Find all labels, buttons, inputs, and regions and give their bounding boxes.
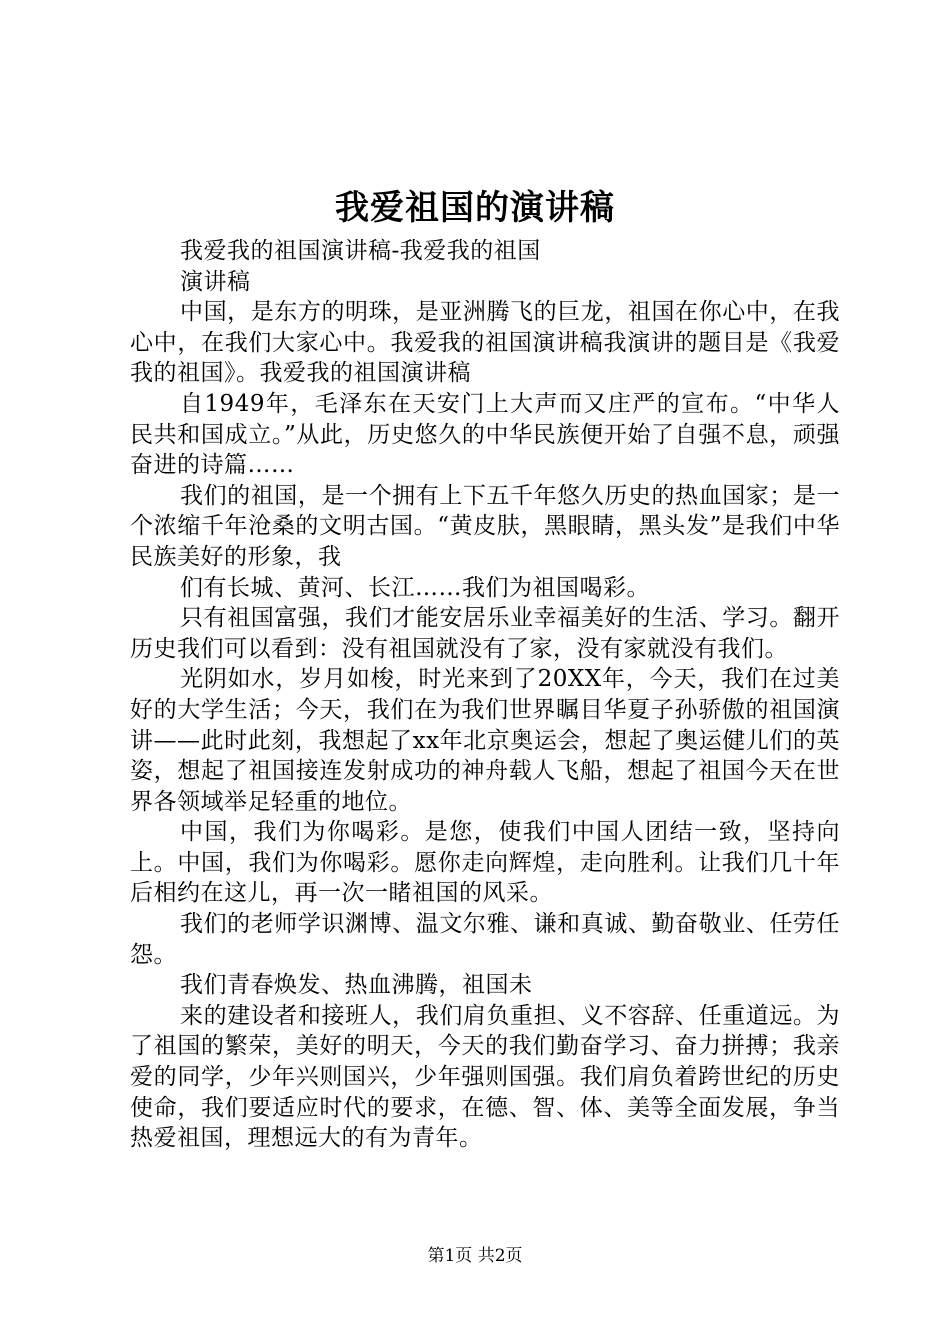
paragraph: 中国，我们为你喝彩。是您，使我们中国人团结一致，坚持向上。中国，我们为你喝彩。愿你走向辉煌，走向胜利。让我们几十年后相约在这儿，再一次一睹祖国的风采。 <box>130 819 840 907</box>
paragraph: 只有祖国富强，我们才能安居乐业幸福美好的生活、学习。翻开历史我们可以看到：没有祖国就没有了家，没有家就没有我们。 <box>130 605 840 662</box>
page-number-footer: 第1页 共2页 <box>427 1246 523 1266</box>
paragraph: 演讲稿 <box>180 268 251 295</box>
paragraph: 我爱我的祖国演讲稿-我爱我的祖国 <box>180 238 541 264</box>
paragraph: 光阴如水，岁月如梭，时光来到了20XX年，今天，我们在过美好的大学生活；今天，我们在为我们世界瞩目华夏子孙骄傲的祖国演讲——此时此刻，我想起了xx年北京奥运会，想起了奥运健儿们的英姿，想起了祖国接连发射成功的神舟载人飞船，想起了祖国今天在世界各领域举足轻重的地位。 <box>130 666 840 815</box>
paragraph: 自1949年，毛泽东在天安门上大声而又庄严的宣布。“中华人民共和国成立。”从此，历史悠久的中华民族便开始了自强不息，顽强奋进的诗篇…… <box>130 390 840 479</box>
paragraph: 我们青春焕发、热血沸腾，祖国未 <box>180 972 533 999</box>
paragraph: 们有长城、黄河、长江……我们为祖国喝彩。 <box>180 574 650 601</box>
paragraph: 我们的祖国，是一个拥有上下五千年悠久历史的热血国家；是一个浓缩千年沧桑的文明古国。“黄皮肤，黑眼睛，黑头发”是我们中华民族美好的形象，我 <box>130 482 840 570</box>
paragraph: 来的建设者和接班人，我们肩负重担、义不容辞、任重道远。为了祖国的繁荣，美好的明天，今天的我们勤奋学习、奋力拼搏；我亲爱的同学，少年兴则国兴，少年强则国强。我们肩负着跨世纪的历史使命，我们要适应时代的要求，在德、智、体、美等全面发展，争当热爱祖国，理想远大的有为青年。 <box>130 1002 840 1152</box>
paragraph: 中国，是东方的明珠，是亚洲腾飞的巨龙，祖国在你心中，在我心中，在我们大家心中。我爱我的祖国演讲稿我演讲的题目是《我爱我的祖国》。我爱我的祖国演讲稿 <box>130 299 840 387</box>
document-body <box>130 236 840 1154</box>
paragraph: 我们的老师学识渊博、温文尔雅、谦和真诚、勤奋敬业、任劳任怨。 <box>130 911 840 968</box>
document-title: 我爱祖国的演讲稿 <box>335 188 615 228</box>
